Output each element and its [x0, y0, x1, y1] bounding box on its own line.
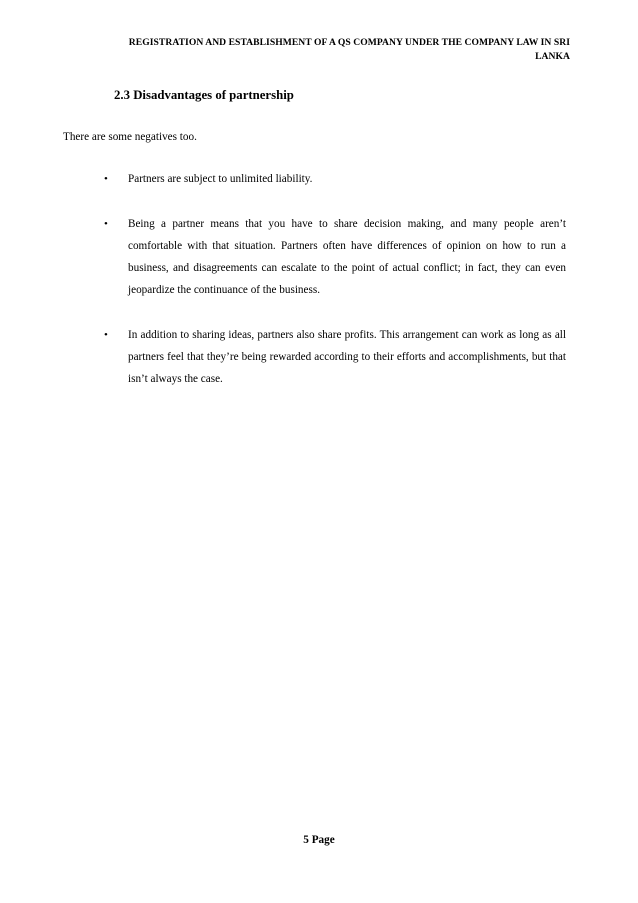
- header-line-1: REGISTRATION AND ESTABLISHMENT OF A QS COMPANY UNDER THE COMPANY LAW IN SRI: [128, 37, 570, 48]
- list-item: [104, 213, 566, 301]
- bullet-icon: •: [104, 218, 108, 230]
- bullet-text: Being a partner means that you have to share decision making, and many people aren’t comfortable with that situation. Partners often have differences of opinion on how to run a business, and disagreements can escalate to the point of actual conflict; in fact, they can even jeopardize the continuance of the business.: [128, 218, 566, 296]
- bullet-list: [104, 168, 566, 413]
- list-item: [104, 168, 566, 190]
- list-item: [104, 324, 566, 390]
- bullet-icon: •: [104, 173, 108, 185]
- bullet-icon: •: [104, 329, 108, 341]
- intro-paragraph: There are some negatives too.: [63, 131, 197, 143]
- bullet-text: Partners are subject to unlimited liability.: [128, 173, 313, 185]
- page-number: 5 Page: [303, 834, 335, 846]
- bullet-text: In addition to sharing ideas, partners also share profits. This arrangement can work as long as all partners feel that they’re being rewarded according to their efforts and accomplishments, but that isn’t always the case.: [128, 329, 566, 385]
- header-line-2: LANKA: [535, 51, 570, 62]
- running-header: [100, 36, 570, 64]
- section-heading: 2.3 Disadvantages of partnership: [114, 88, 294, 102]
